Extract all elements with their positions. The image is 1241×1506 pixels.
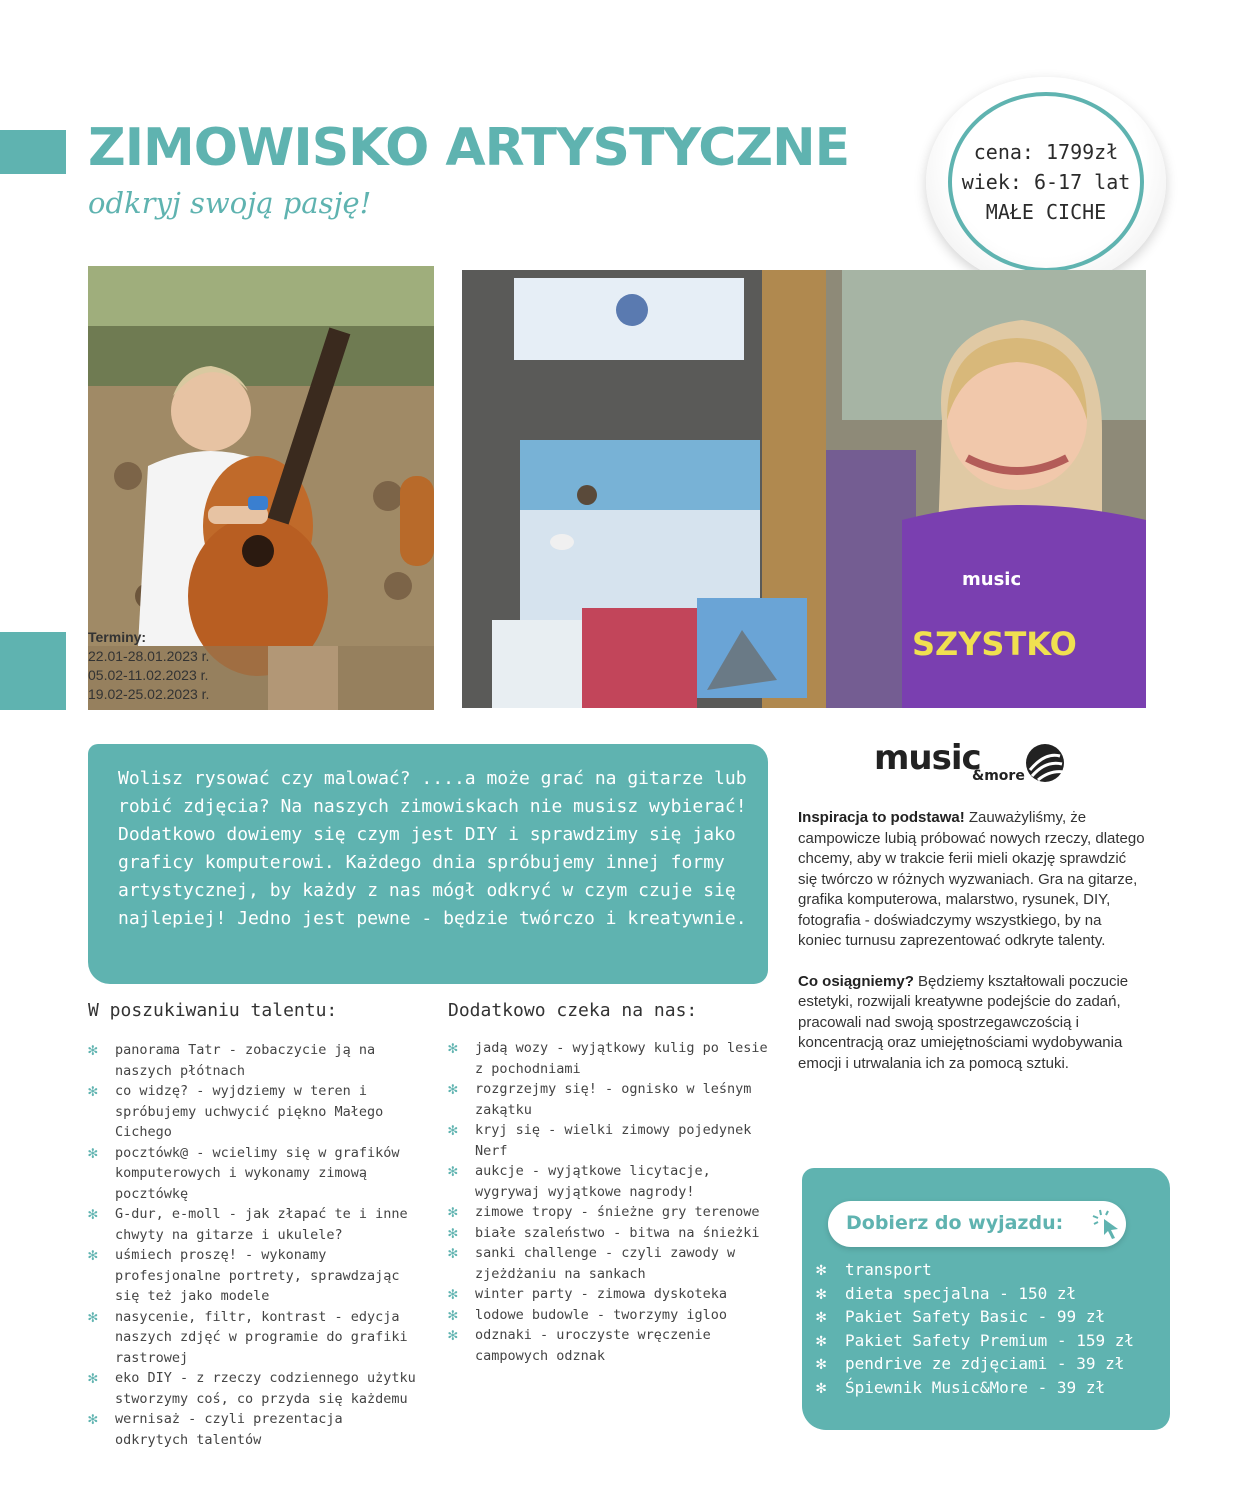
photo-paintings-girl [462,270,1146,708]
snowflake-icon: ✻ [816,1330,827,1351]
svg-text:music: music [962,569,1022,590]
snowflake-icon: ✻ [448,1079,458,1098]
description-column [798,808,1148,1094]
date-3: 19.02-25.02.2023 r. [88,686,210,702]
snowflake-icon: ✻ [448,1284,458,1303]
snowflake-icon: ✻ [448,1304,458,1324]
goals-paragraph [798,972,1148,1075]
list-item: ✻ kryj się - wielki zimowy pojedynek Nerf [448,1120,752,1159]
list-item: ✻ Śpiewnik Music&More - 39 zł [816,1376,1134,1400]
price-badge [926,77,1166,287]
list-item: ✻ winter party - zimowa dyskoteka [448,1284,727,1303]
snowflake-icon: ✻ [88,1040,98,1059]
addons-pill [828,1201,1126,1247]
date-2: 05.02-11.02.2023 r. [88,667,209,683]
date-1: 22.01-28.01.2023 r. [88,648,210,664]
list-item: ✻ lodowe budowle - tworzymy igloo [448,1304,727,1324]
talent-heading: W poszukiwaniu talentu: [88,1000,338,1021]
list-item: ✻ Pakiet Safety Premium - 159 zł [816,1329,1134,1353]
snowflake-icon: ✻ [816,1307,827,1327]
snowflake-icon: ✻ [88,1081,98,1100]
snowflake-icon: ✻ [88,1368,98,1387]
snowflake-icon: ✻ [88,1204,98,1223]
snowflake-icon: ✻ [88,1245,98,1264]
snowflake-icon: ✻ [448,1325,458,1344]
price-badge-ring [948,92,1144,272]
list-item: ✻ białe szaleństwo - bitwa na śnieżki [448,1222,760,1242]
dates-heading: Terminy: [88,629,147,645]
list-item: ✻ jadą wozy - wyjątkowy kulig po lesie z pochodniami [448,1038,768,1077]
list-item: ✻ eko DIY - z rzeczy codziennego użytku stworzymy coś, co przyda się każdemu [88,1368,416,1407]
talent-list [88,1040,418,1450]
list-item: ✻ dieta specjalna - 150 zł [816,1282,1134,1306]
snowflake-icon: ✻ [448,1202,458,1221]
goals-text: Będziemy kształtowali poczucie estetyki, rozwijali kreatywne podejście do zadań, pracowali nad swoją spostrzegawczością i koncentracją oraz umiejętnościami wydobywania emocji i utrwalania ich za pomocą sztuki. [798,972,1129,1072]
dates-block [88,628,209,704]
price-text: cena: 1799zł [973,140,1119,164]
list-item: ✻ Pakiet Safety Basic - 99 zł [816,1305,1134,1329]
snowflake-icon: ✻ [816,1354,827,1374]
age-text: wiek: 6-17 lat [961,170,1131,194]
snowflake-icon: ✻ [448,1222,458,1242]
place-text: MAŁE CICHE [985,200,1107,224]
list-item: ✻ sanki challenge - czyli zawody w zjeżdżaniu na sankach [448,1243,736,1282]
header-accent-bar [0,130,66,174]
list-item: ✻ co widzę? - wyjdziemy w teren i spróbujemy uchwycić piękno Małego Cichego [88,1081,384,1140]
snowflake-icon: ✻ [448,1243,458,1262]
logo-sub: &more [972,768,1025,784]
snowflake-icon: ✻ [88,1306,98,1326]
side-accent-bar [0,632,66,710]
snowflake-icon: ✻ [448,1038,458,1057]
extra-list [448,1038,773,1366]
snowflake-icon: ✻ [448,1161,458,1180]
list-item: ✻ uśmiech proszę! - wykonamy profesjonalne portrety, sprawdzając się też jako modele [88,1245,400,1304]
addons-heading: Dobierz do wyjazdu: [846,1212,1064,1234]
logo-word: music [874,738,981,778]
list-item: ✻ rozgrzejmy się! - ognisko w leśnym zakątku [448,1079,752,1118]
addons-list [816,1258,1134,1399]
list-item: ✻ panorama Tatr - zobaczycie ją na naszych płótnach [88,1040,376,1079]
logo-ball-icon [1024,742,1066,784]
snowflake-icon: ✻ [816,1283,827,1304]
list-item: ✻ pocztówk@ - wcielimy się w grafików komputerowych i wykonamy zimową pocztówkę [88,1142,400,1202]
inspiration-text: Zauważyliśmy, że campowicze lubią próbować nowych rzeczy, dlatego chcemy, aby w trakcie ferii mieli okazję sprawdzić się twórczo w różnych wyzwaniach. Gra na gitarze, grafika komputerowa, malarstwo, rysunek, DIY, fotografia - doświadczymy wszystkiego, by na koniec turnusu zaprezentować odkryte talenty. [798,809,1145,949]
snowflake-icon: ✻ [448,1120,458,1139]
extra-heading: Dodatkowo czeka na nas: [448,1000,698,1021]
snowflake-icon: ✻ [88,1409,98,1428]
intro-text: Wolisz rysować czy malować? ....a może grać na gitarze lub robić zdjęcia? Na naszych zimowiskach nie musisz wybierać! Dodatkowo dowiemy się czym jest DIY i sprawdzimy się jako graficy komputerowi. Każdego dnia spróbujemy innej formy artystycznej, by każdy z nas mógł odkryć w czym czuje się najlepiej! Jedno jest pewne - będzie twórczo i kreatywnie. [118,768,747,929]
list-item: ✻ odznaki - uroczyste wręczenie campowych odznak [448,1325,711,1364]
list-item: ✻ G-dur, e-moll - jak złapać te i inne chwyty na gitarze i ukulele? [88,1204,408,1243]
goals-lead: Co osiągniemy? [798,972,914,990]
list-item: ✻ wernisaż - czyli prezentacja odkrytych talentów [88,1409,343,1448]
list-item: ✻ transport [816,1258,1134,1282]
snowflake-icon: ✻ [816,1260,827,1280]
list-item: ✻ aukcje - wyjątkowe licytacje, wygrywaj wyjątkowe nagrody! [448,1161,711,1200]
snowflake-icon: ✻ [816,1377,827,1398]
inspiration-lead: Inspiracja to podstawa! [798,809,965,826]
page-subtitle: odkryj swoją pasję! [88,186,372,220]
list-item: ✻ pendrive ze zdjęciami - 39 zł [816,1352,1134,1376]
snowflake-icon: ✻ [88,1142,98,1162]
list-item: ✻ zimowe tropy - śnieżne gry terenowe [448,1202,760,1221]
page-title: ZIMOWISKO ARTYSTYCZNE [88,118,850,178]
inspiration-paragraph [798,808,1148,952]
cursor-click-icon [1090,1207,1124,1241]
list-item: ✻ nasycenie, filtr, kontrast - edycja naszych zdjęć w programie do grafiki rastrowej [88,1306,408,1366]
music-more-logo [874,738,1074,788]
svg-text:SZYSTKO: SZYSTKO [912,625,1077,663]
